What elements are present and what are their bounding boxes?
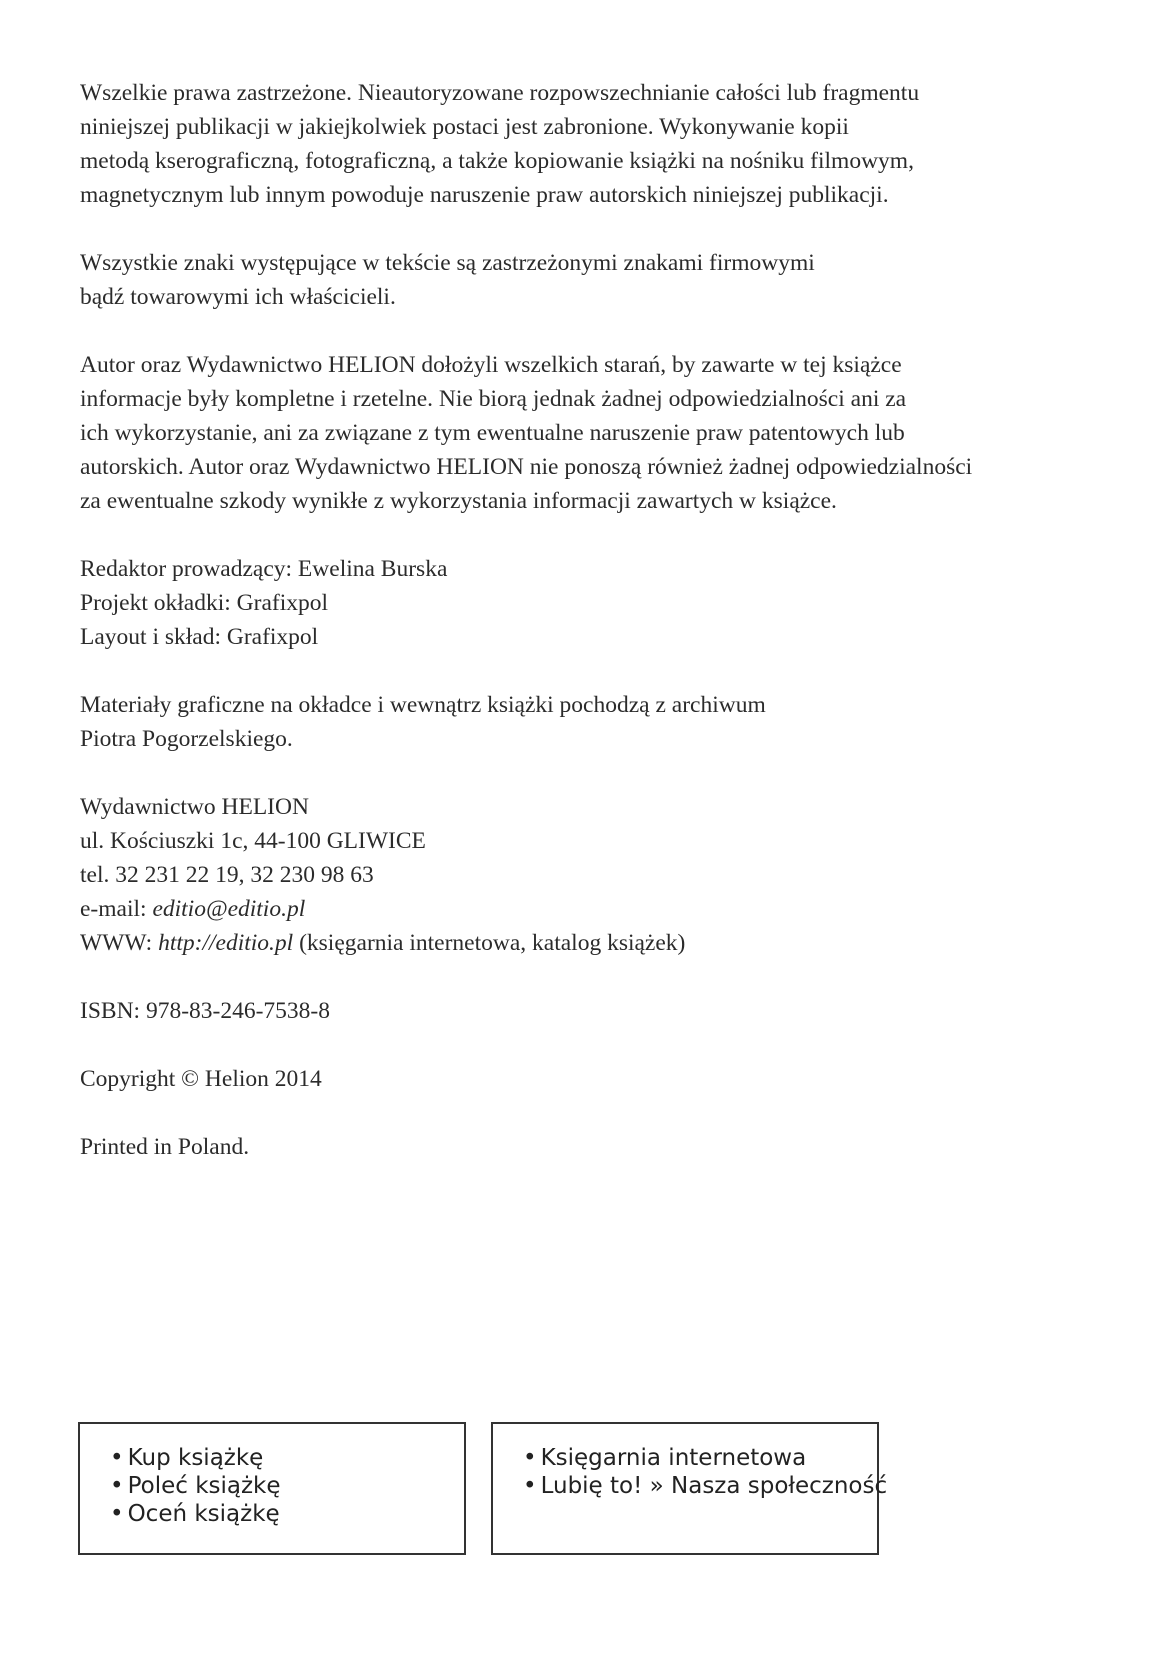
rate-book-label: Oceń książkę <box>127 1501 280 1527</box>
liability-paragraph <box>80 348 1080 518</box>
www-link[interactable]: http://editio.pl <box>158 930 294 956</box>
link-boxes <box>78 1422 888 1559</box>
rights-paragraph <box>80 76 1080 212</box>
text-line: Autor oraz Wydawnictwo HELION dołożyli wszelkich starań, by zawarte w tej książce <box>80 352 902 378</box>
isbn-paragraph <box>80 994 1080 1028</box>
text-line: bądź towarowymi ich właścicieli. <box>80 284 396 310</box>
isbn: ISBN: 978-83-246-7538-8 <box>80 998 330 1024</box>
online-bookstore-link[interactable] <box>523 1444 877 1472</box>
text-line: niniejszej publikacji w jakiejkolwiek postaci jest zabronione. Wykonywanie kopii <box>80 114 849 140</box>
credits-paragraph <box>80 552 1080 654</box>
editor-credit: Redaktor prowadzący: Ewelina Burska <box>80 556 448 582</box>
text-line: magnetycznym lub innym powoduje naruszenie praw autorskich niniejszej publikacji. <box>80 182 889 208</box>
copyright-paragraph <box>80 1062 1080 1096</box>
www-label: WWW: <box>80 930 159 956</box>
text-line: Materiały graficzne na okładce i wewnątrz książki pochodzą z archiwum <box>80 692 766 718</box>
copyright-page <box>80 76 1080 1198</box>
publisher-phone: tel. 32 231 22 19, 32 230 98 63 <box>80 862 374 888</box>
printed-paragraph <box>80 1130 1080 1164</box>
text-line: autorskich. Autor oraz Wydawnictwo HELION nie ponoszą również żadnej odpowiedzialności <box>80 454 973 480</box>
www-note: (księgarnia internetowa, katalog książek) <box>293 930 686 956</box>
bullet: • <box>110 1473 124 1499</box>
text-line: ich wykorzystanie, ani za związane z tym ewentualne naruszenie praw patentowych lub <box>80 420 905 446</box>
community-link[interactable] <box>523 1472 888 1500</box>
text-line: Piotra Pogorzelskiego. <box>80 726 293 752</box>
bullet: • <box>523 1445 537 1471</box>
layout-credit: Layout i skład: Grafixpol <box>80 624 319 650</box>
publisher-info <box>80 790 1080 960</box>
buy-book-label: Kup książkę <box>127 1445 264 1471</box>
bullet: • <box>523 1473 537 1499</box>
community-label: Lubię to! » Nasza społeczność <box>540 1473 888 1499</box>
online-bookstore-label: Księgarnia internetowa <box>540 1445 807 1471</box>
materials-paragraph <box>80 688 1080 756</box>
store-links-box <box>491 1422 888 1555</box>
bullet: • <box>110 1445 124 1471</box>
bullet: • <box>110 1501 124 1527</box>
recommend-book-label: Poleć książkę <box>127 1473 281 1499</box>
book-actions-box <box>78 1422 466 1555</box>
text-line: za ewentualne szkody wynikłe z wykorzystania informacji zawartych w książce. <box>80 488 837 514</box>
publisher-email-line <box>80 892 1080 926</box>
publisher-www-line <box>80 926 1080 960</box>
text-line: Wszystkie znaki występujące w tekście są zastrzeżonymi znakami firmowymi <box>80 250 815 276</box>
email-label: e-mail: <box>80 896 153 922</box>
rate-book-link[interactable] <box>110 1500 464 1528</box>
cover-credit: Projekt okładki: Grafixpol <box>80 590 329 616</box>
trademarks-paragraph <box>80 246 1080 314</box>
printed-notice: Printed in Poland. <box>80 1134 250 1160</box>
buy-book-link[interactable] <box>110 1444 464 1472</box>
text-line: metodą kserograficzną, fotograficzną, a także kopiowanie książki na nośniku filmowym, <box>80 148 914 174</box>
email-link[interactable]: editio@editio.pl <box>152 896 306 922</box>
text-line: Wszelkie prawa zastrzeżone. Nieautoryzowane rozpowszechnianie całości lub fragmentu <box>80 80 920 106</box>
recommend-book-link[interactable] <box>110 1472 464 1500</box>
text-line: informacje były kompletne i rzetelne. Nie biorą jednak żadnej odpowiedzialności ani za <box>80 386 907 412</box>
publisher-name: Wydawnictwo HELION <box>80 794 309 820</box>
copyright-notice: Copyright © Helion 2014 <box>80 1066 322 1092</box>
publisher-address: ul. Kościuszki 1c, 44-100 GLIWICE <box>80 828 426 854</box>
